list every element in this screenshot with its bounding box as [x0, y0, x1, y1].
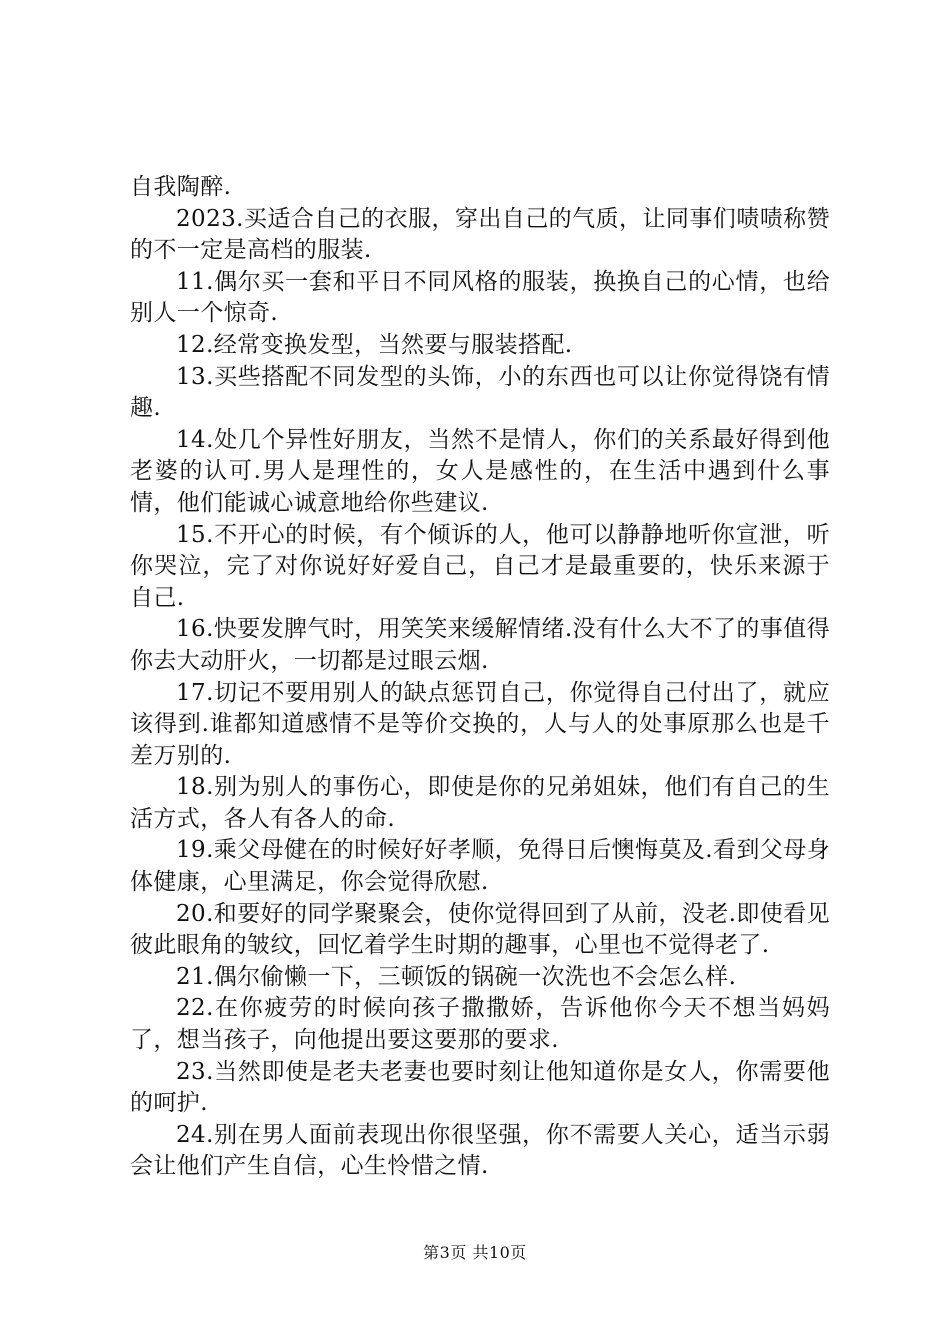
paragraph: 22.在你疲劳的时候向孩子撒撒娇，告诉他你今天不想当妈妈了，想当孩子，向他提出要这要那的要求.	[130, 995, 830, 1054]
paragraph: 23.当然即使是老夫老妻也要时刻让他知道你是女人，你需要他的呵护.	[130, 1058, 830, 1117]
paragraph: 13.买些搭配不同发型的头饰，小的东西也可以让你觉得饶有情趣.	[130, 363, 830, 422]
paragraph: 24.别在男人面前表现出你很坚强，你不需要人关心，适当示弱会让他们产生自信，心生怜惜之情.	[130, 1121, 830, 1180]
paragraph: 18.别为别人的事伤心，即使是你的兄弟姐妹，他们有自己的生活方式，各人有各人的命.	[130, 774, 830, 832]
paragraph: 20.和要好的同学聚聚会，使你觉得回到了从前，没老.即使看见彼此眼角的皱纹，回忆着学生时期的趣事，心里也不觉得老了.	[130, 900, 830, 959]
paragraph: 自我陶醉.	[130, 174, 232, 200]
paragraph: 17.切记不要用别人的缺点惩罚自己，你觉得自己付出了，就应该得到.谁都知道感情不是等价交换的，人与人的处事原那么也是千差万别的.	[130, 679, 830, 769]
paragraph: 15.不开心的时候，有个倾诉的人，他可以静静地听你宣泄，听你哭泣，完了对你说好好爱自己，自己才是最重要的，快乐来源于自己.	[130, 521, 830, 611]
paragraph: 14.处几个异性好朋友，当然不是情人，你们的关系最好得到他老婆的认可.男人是理性的，女人是感性的，在生活中遇到什么事情，他们能诚心诚意地给你些建议.	[130, 426, 830, 516]
paragraph: 12.经常变换发型，当然要与服装搭配.	[176, 331, 573, 358]
page-footer	[0, 1243, 950, 1263]
paragraph: 19.乘父母健在的时候好好孝顺，免得日后懊悔莫及.看到父母身体健康，心里满足，你会觉得欣慰.	[130, 837, 830, 896]
document-body	[130, 172, 830, 1183]
paragraph: 11.偶尔买一套和平日不同风格的服装，换换自己的心情，也给别人一个惊奇.	[130, 268, 830, 327]
page-number-label: 第3页 共10页	[423, 1243, 527, 1262]
paragraph: 16.快要发脾气时，用笑笑来缓解情绪.没有什么大不了的事值得你去大动肝火，一切都是过眼云烟.	[130, 616, 830, 674]
paragraph: 21.偶尔偷懒一下，三顿饭的锅碗一次洗也不会怎么样.	[176, 963, 737, 990]
paragraph: 2023.买适合自己的衣服，穿出自己的气质，让同事们啧啧称赞的不一定是高档的服装.	[130, 205, 830, 264]
